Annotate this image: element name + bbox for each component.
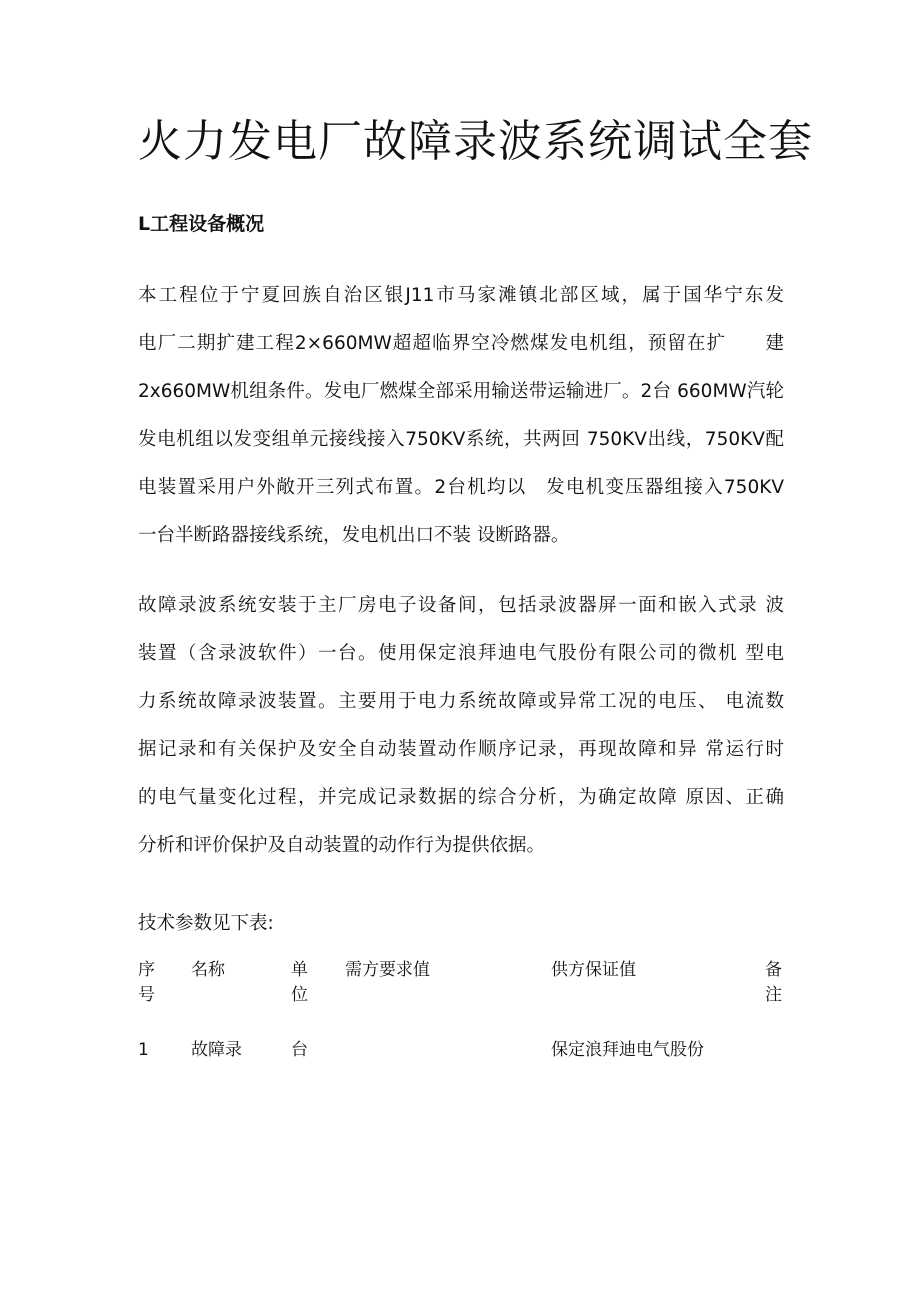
paragraph-line: 的电气量变化过程，并完成记录数据的综合分析，为确定故障 原因、正确 [138,787,784,808]
section-heading: L工程设备概况 [138,213,265,235]
header-seq: 序 号 [138,960,155,1005]
paragraph-line: 2x660MW机组条件。发电厂燃煤全部采用输送带运输进厂。2台 660MW汽轮 [138,381,784,402]
header-name: 名称 [191,960,225,980]
row-seq: 1 [138,1040,149,1060]
paragraph-line: 故障录波系统安装于主厂房电子设备间，包括录波器屏一面和嵌入式录 波 [138,595,784,616]
paragraph-recorder-description [138,582,784,870]
paragraph-line: 电厂二期扩建工程2×660MW超超临界空冷燃煤发电机组，预留在扩 建 [138,333,784,354]
paragraph-line: 发电机组以发变组单元接线接入750KV系统，共两回 750KV出线，750KV配 [138,429,784,450]
paragraph-line: 装置（含录波软件）一台。使用保定浪拜迪电气股份有限公司的微机 型电 [138,643,784,664]
paragraph-project-overview [138,272,784,560]
paragraph-line: 本工程位于宁夏回族自治区银J11市马家滩镇北部区域，属于国华宁东发 [138,285,784,306]
document-title: 火力发电厂故障录波系统调试全套 [138,116,813,167]
table-intro: 技术参数见下表: [138,913,274,934]
row-unit: 台 [291,1040,308,1060]
paragraph-line: 据记录和有关保护及安全自动装置动作顺序记录，再现故障和异 常运行时 [138,739,784,760]
header-note: 备 注 [765,960,782,1005]
row-supplied: 保定浪拜迪电气股份 [551,1040,704,1060]
paragraph-line: 一台半断路器接线系统，发电机出口不装 设断路器。 [138,525,570,546]
header-supplied: 供方保证值 [551,960,636,980]
paragraph-line: 分析和评价保护及自动装置的动作行为提供依据。 [138,835,546,856]
row-name: 故障录 [191,1040,242,1060]
header-required: 需方要求值 [345,960,430,980]
header-unit: 单 位 [291,960,308,1005]
paragraph-line: 电装置采用户外敞开三列式布置。2台机均以 发电机变压器组接入750KV [138,477,784,498]
paragraph-line: 力系统故障录波装置。主要用于电力系统故障或异常工况的电压、 电流数 [138,691,784,712]
